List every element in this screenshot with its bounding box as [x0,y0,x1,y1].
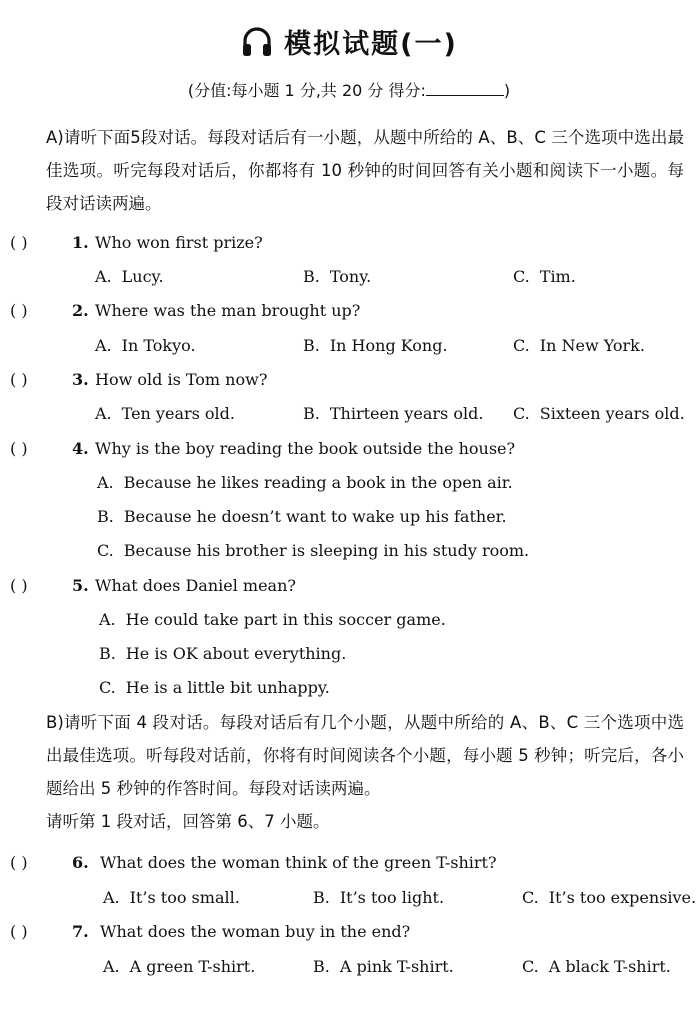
option-c [97,536,529,566]
option-letter: C. [522,957,539,976]
option-text: Tony. [329,267,372,286]
option-letter: A. [95,336,112,355]
option-letter: C. [97,541,114,560]
answer-paren: ( ) [10,853,28,872]
option-a [103,883,240,913]
option-letter: C. [513,336,530,355]
option-letter: C. [99,678,116,697]
option-c [99,673,330,703]
question-text: Where was the man brought up? [95,301,361,320]
question-2 [10,296,690,326]
answer-paren: ( ) [10,301,28,320]
option-letter: B. [313,957,330,976]
question-text: What does the woman buy in the end? [100,922,411,941]
question-number: 2. [72,301,89,320]
question-number: 3. [72,370,89,389]
option-text: It’s too small. [129,888,240,907]
option-c [522,952,671,982]
answer-paren: ( ) [10,576,28,595]
option-letter: B. [303,404,320,423]
question-5 [10,571,690,601]
option-b [99,639,346,669]
title-row [0,22,698,61]
answer-paren: ( ) [10,370,28,389]
question-3 [10,365,690,395]
option-a [103,952,255,982]
option-text: Because his brother is sleeping in his study room. [123,541,530,560]
question-text: How old is Tom now? [95,370,268,389]
question-number: 6. [72,853,89,872]
headphones-icon [240,25,274,59]
option-letter: A. [99,610,116,629]
question-1 [10,228,690,258]
question-number: 5. [72,576,89,595]
option-letter: C. [522,888,539,907]
option-c [513,399,685,429]
score-blank [426,81,504,96]
option-letter: B. [99,644,116,663]
option-a [95,262,164,292]
option-text: Because he doesn’t want to wake up his father. [123,507,507,526]
option-letter: A. [95,404,112,423]
question-7 [10,917,690,947]
section-a-text: A)请听下面5段对话。每段对话后有一小题，从题中所给的 A、B、C 三个选项中选出最佳选项。听完每段对话后，你都将有 10 秒钟的时间回答有关小题和阅读下一小题。每段对话读两遍。 [46,128,684,213]
option-text: A black T-shirt. [548,957,671,976]
option-a [99,605,446,635]
answer-paren: ( ) [10,233,28,252]
question-number: 7. [72,922,89,941]
option-text: It’s too light. [339,888,445,907]
section-b-text: B)请听下面 4 段对话。每段对话后有几个小题，从题中所给的 A、B、C 三个选项中选出最佳选项。听每段对话前，你将有时间阅读各个小题，每小题 5 秒钟；听完后，各小题给出 5 秒钟的作答时间。每段对话读两遍。 [46,713,684,798]
section-a-instructions [16,121,684,220]
option-text: In New York. [539,336,645,355]
option-letter: A. [103,888,120,907]
question-text: Why is the boy reading the book outside the house? [95,439,516,458]
section-b-subheading: 请听第 1 段对话，回答第 6、7 小题。 [46,812,330,831]
option-letter: A. [95,267,112,286]
option-letter: C. [513,404,530,423]
question-number: 1. [72,233,89,252]
question-6 [10,848,690,878]
answer-paren: ( ) [10,922,28,941]
answer-paren: ( ) [10,439,28,458]
section-b-instructions [16,706,684,838]
score-info-close: ) [503,81,511,100]
option-letter: A. [103,957,120,976]
option-text: A green T-shirt. [129,957,256,976]
question-text: What does the woman think of the green T-shirt? [100,853,497,872]
option-text: He is a little bit unhappy. [125,678,330,697]
option-a [95,331,196,361]
option-text: He is OK about everything. [125,644,347,663]
option-text: Thirteen years old. [329,404,484,423]
option-c [522,883,696,913]
option-b [303,262,371,292]
option-text: Lucy. [121,267,164,286]
score-info-text: (分值:每小题 1 分,共 20 分 得分: [187,81,426,100]
question-4 [10,434,690,464]
option-letter: A. [97,473,114,492]
option-text: He could take part in this soccer game. [125,610,446,629]
option-b [313,952,454,982]
option-letter: B. [313,888,330,907]
option-c [513,262,576,292]
option-a [97,468,513,498]
option-text: Sixteen years old. [539,404,685,423]
option-text: Tim. [539,267,576,286]
option-text: Ten years old. [121,404,235,423]
page-title: 模拟试题(一) [284,29,458,60]
option-letter: B. [303,267,320,286]
option-letter: B. [303,336,320,355]
option-text: It’s too expensive. [548,888,697,907]
question-text: Who won first prize? [95,233,263,252]
option-b [303,331,448,361]
question-number: 4. [72,439,89,458]
question-text: What does Daniel mean? [95,576,296,595]
option-text: Because he likes reading a book in the open air. [123,473,513,492]
option-text: In Hong Kong. [329,336,448,355]
option-letter: C. [513,267,530,286]
option-text: A pink T-shirt. [339,957,454,976]
option-letter: B. [97,507,114,526]
option-b [303,399,483,429]
score-info [0,78,698,101]
option-b [313,883,444,913]
option-text: In Tokyo. [121,336,196,355]
option-a [95,399,235,429]
option-b [97,502,507,532]
option-c [513,331,645,361]
